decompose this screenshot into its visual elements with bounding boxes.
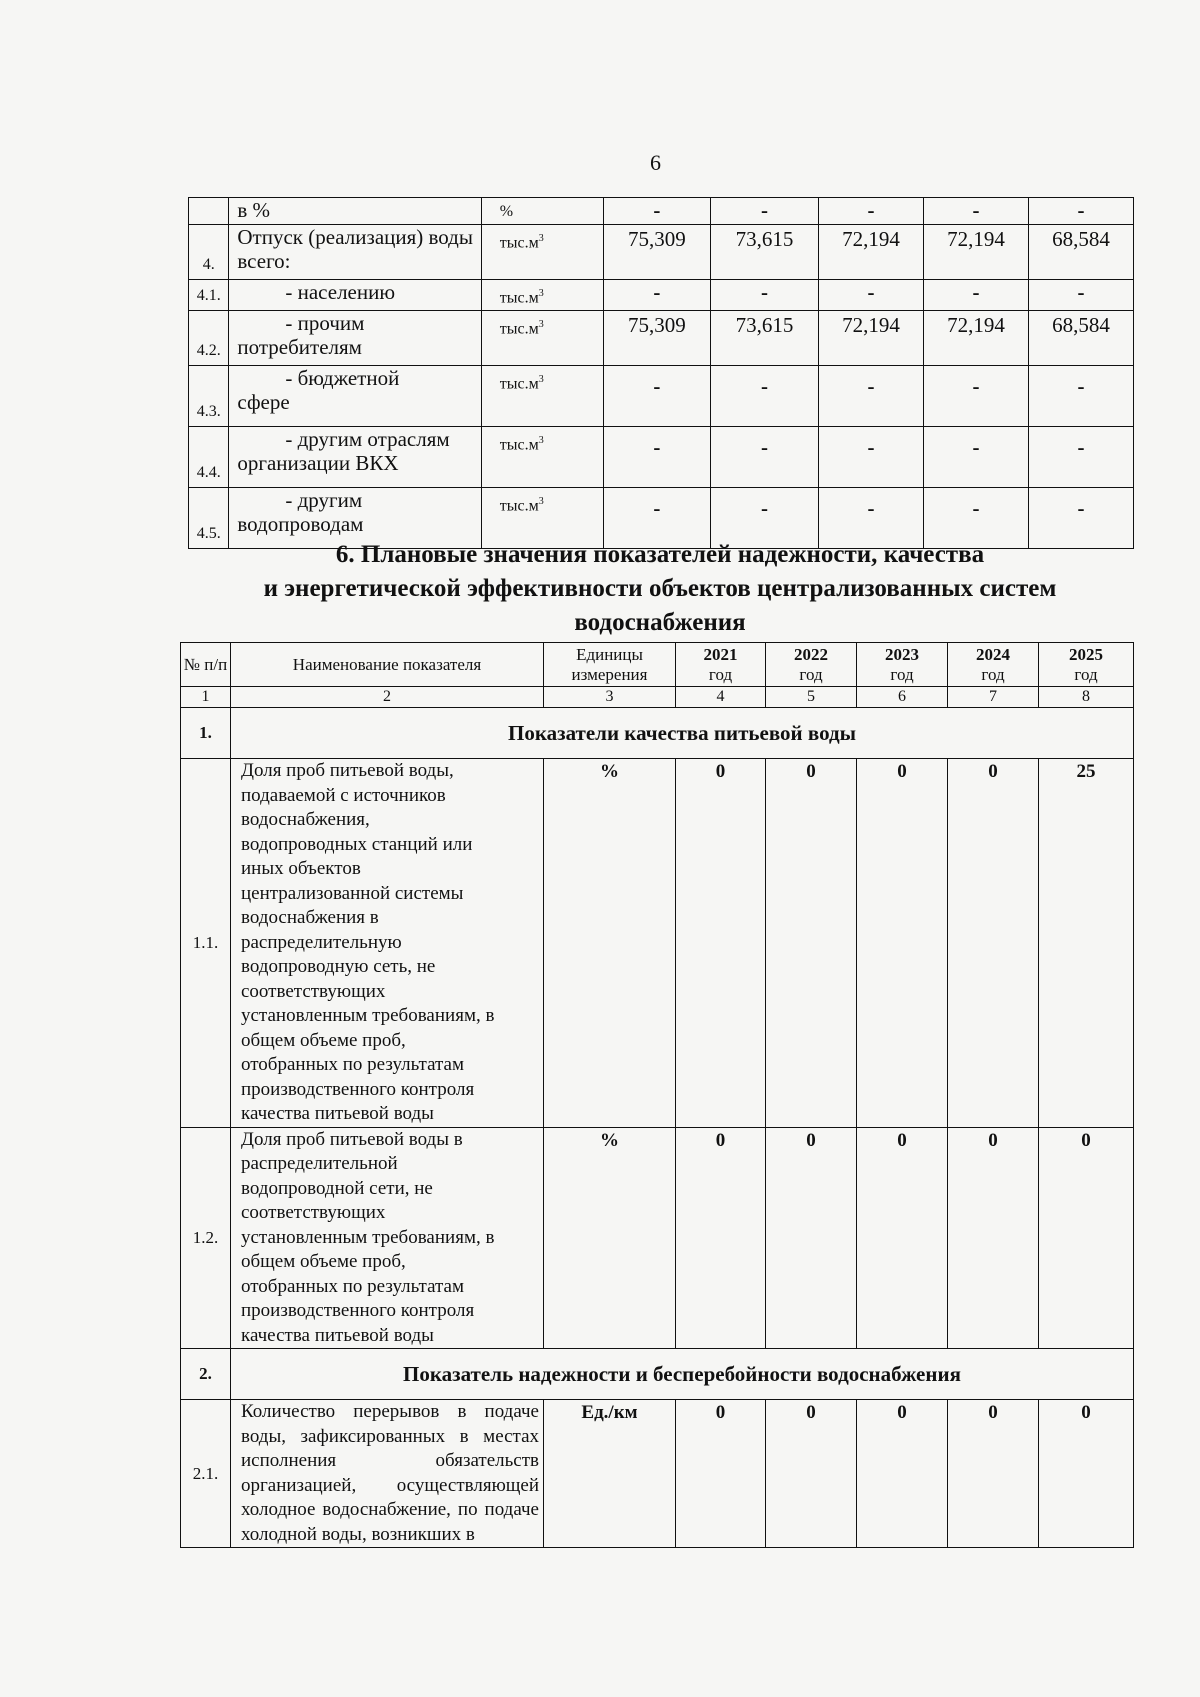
value-cell: - (923, 198, 1028, 225)
row-number: 2.1. (181, 1400, 231, 1548)
value-cell: 72,194 (818, 225, 923, 280)
value-cell: - (923, 427, 1028, 488)
table-row (189, 427, 1134, 488)
value-cell: - (1028, 488, 1133, 549)
table-row (189, 225, 1134, 280)
value-cell: 0 (676, 1127, 766, 1349)
header-num: № п/п (181, 643, 231, 687)
value-cell: 0 (676, 1400, 766, 1548)
section-row (181, 708, 1134, 759)
column-number: 6 (857, 687, 948, 708)
indicator-unit: % (544, 759, 676, 1128)
row-unit: $тыс.м^3$ (481, 366, 603, 427)
table-row (189, 198, 1134, 225)
table-row (189, 280, 1134, 311)
column-number: 4 (676, 687, 766, 708)
value-cell: 0 (766, 1400, 857, 1548)
value-cell: 68,584 (1028, 311, 1133, 366)
row-number: 4.1. (189, 280, 229, 311)
table-row (181, 1127, 1134, 1349)
header-year: 2024 год (948, 643, 1039, 687)
value-cell: - (603, 366, 710, 427)
value-cell: 0 (1039, 1400, 1134, 1548)
value-cell: - (603, 280, 710, 311)
row-name: - населению (229, 280, 481, 311)
value-cell: - (603, 427, 710, 488)
row-name: - бюджетной сфере (229, 366, 481, 427)
value-cell: - (818, 427, 923, 488)
row-unit: $тыс.м^3$ (481, 280, 603, 311)
row-unit: % (481, 198, 603, 225)
indicator-name: Количество перерывов в подаче воды, зафиксированных в местах исполнения обязательств организацией, осуществляющей холодное водоснабжение, по подаче холодной воды, возникших в (231, 1400, 544, 1548)
indicator-name: Доля проб питьевой воды в распределительной водопроводной сети, не соответствующих установленным требованиям, в общем объеме проб, отобранных по результатам производственного контроля качества питьевой воды (231, 1127, 544, 1349)
row-number: 4. (189, 225, 229, 280)
value-cell: 0 (766, 1127, 857, 1349)
row-number (189, 198, 229, 225)
value-cell: 0 (948, 1127, 1039, 1349)
value-cell: 73,615 (710, 225, 818, 280)
value-cell: - (710, 488, 818, 549)
value-cell: 72,194 (923, 225, 1028, 280)
value-cell: 25 (1039, 759, 1134, 1128)
header-unit: Единицы измерения (544, 643, 676, 687)
section-heading (180, 538, 1140, 640)
header-year: 2023 год (857, 643, 948, 687)
section-row (181, 1349, 1134, 1400)
row-unit: $тыс.м^3$ (481, 488, 603, 549)
row-number: 1.2. (181, 1127, 231, 1349)
column-number: 1 (181, 687, 231, 708)
value-cell: 0 (857, 1400, 948, 1548)
value-cell: - (1028, 198, 1133, 225)
row-name: в % (229, 198, 481, 225)
column-number: 8 (1039, 687, 1134, 708)
value-cell: 0 (948, 759, 1039, 1128)
section-title: Показатель надежности и бесперебойности водоснабжения (231, 1349, 1134, 1400)
indicator-unit: Ед./км (544, 1400, 676, 1548)
value-cell: 0 (948, 1400, 1039, 1548)
heading-line: и энергетической эффективности объектов централизованных систем (263, 575, 1057, 602)
value-cell: 68,584 (1028, 225, 1133, 280)
value-cell: 0 (766, 759, 857, 1128)
header-year: 2021 год (676, 643, 766, 687)
value-cell: - (710, 280, 818, 311)
row-name: - прочим потребителям (229, 311, 481, 366)
table-row (189, 311, 1134, 366)
row-unit: $тыс.м^3$ (481, 311, 603, 366)
value-cell: - (818, 198, 923, 225)
page-number: 6 (650, 150, 661, 175)
row-name: - другим водопроводам (229, 488, 481, 549)
value-cell: - (710, 198, 818, 225)
section-number: 1. (181, 708, 231, 759)
value-cell: - (923, 280, 1028, 311)
table-row (181, 1400, 1134, 1548)
table-row (181, 759, 1134, 1128)
value-cell: 0 (1039, 1127, 1134, 1349)
row-number: 4.2. (189, 311, 229, 366)
header-year: 2022 год (766, 643, 857, 687)
value-cell: - (818, 488, 923, 549)
value-cell: - (1028, 280, 1133, 311)
row-name: Отпуск (реализация) воды всего: (229, 225, 481, 280)
value-cell: - (603, 198, 710, 225)
value-cell: - (818, 366, 923, 427)
header-year: 2025 год (1039, 643, 1134, 687)
value-cell: 0 (857, 1127, 948, 1349)
row-number: 4.5. (189, 488, 229, 549)
value-cell: - (923, 488, 1028, 549)
table-row (189, 366, 1134, 427)
heading-line: водоснабжения (574, 609, 746, 636)
row-unit: $тыс.м^3$ (481, 427, 603, 488)
value-cell: - (710, 427, 818, 488)
value-cell: - (603, 488, 710, 549)
column-number-row (181, 687, 1134, 708)
value-cell: - (923, 366, 1028, 427)
section-title: Показатели качества питьевой воды (231, 708, 1134, 759)
indicator-name: Доля проб питьевой воды, подаваемой с источников водоснабжения, водопроводных станций или иных объектов централизованной системы водоснабжения в распределительную водопроводную сеть, не соответствующих установленным требованиям, в общем объеме проб, отобранных по результатам производственного контроля качества питьевой воды (231, 759, 544, 1128)
value-cell: 75,309 (603, 311, 710, 366)
row-unit: $тыс.м^3$ (481, 225, 603, 280)
value-cell: 0 (676, 759, 766, 1128)
section-number: 2. (181, 1349, 231, 1400)
value-cell: 72,194 (923, 311, 1028, 366)
value-cell: - (1028, 427, 1133, 488)
indicator-unit: % (544, 1127, 676, 1349)
value-cell: - (710, 366, 818, 427)
column-number: 7 (948, 687, 1039, 708)
row-number: 4.3. (189, 366, 229, 427)
column-number: 3 (544, 687, 676, 708)
table-header-row (181, 643, 1134, 687)
row-number: 1.1. (181, 759, 231, 1128)
value-cell: 0 (857, 759, 948, 1128)
header-name: Наименование показателя (231, 643, 544, 687)
value-cell: 75,309 (603, 225, 710, 280)
column-number: 2 (231, 687, 544, 708)
value-cell: - (1028, 366, 1133, 427)
indicators-table (180, 642, 1134, 1548)
value-cell: 72,194 (818, 311, 923, 366)
column-number: 5 (766, 687, 857, 708)
value-cell: - (818, 280, 923, 311)
row-number: 4.4. (189, 427, 229, 488)
value-cell: 73,615 (710, 311, 818, 366)
row-name: - другим отраслям организации ВКХ (229, 427, 481, 488)
water-supply-balance-table (188, 197, 1134, 549)
heading-line: 6. Плановые значения показателей надежности, качества (335, 541, 985, 568)
